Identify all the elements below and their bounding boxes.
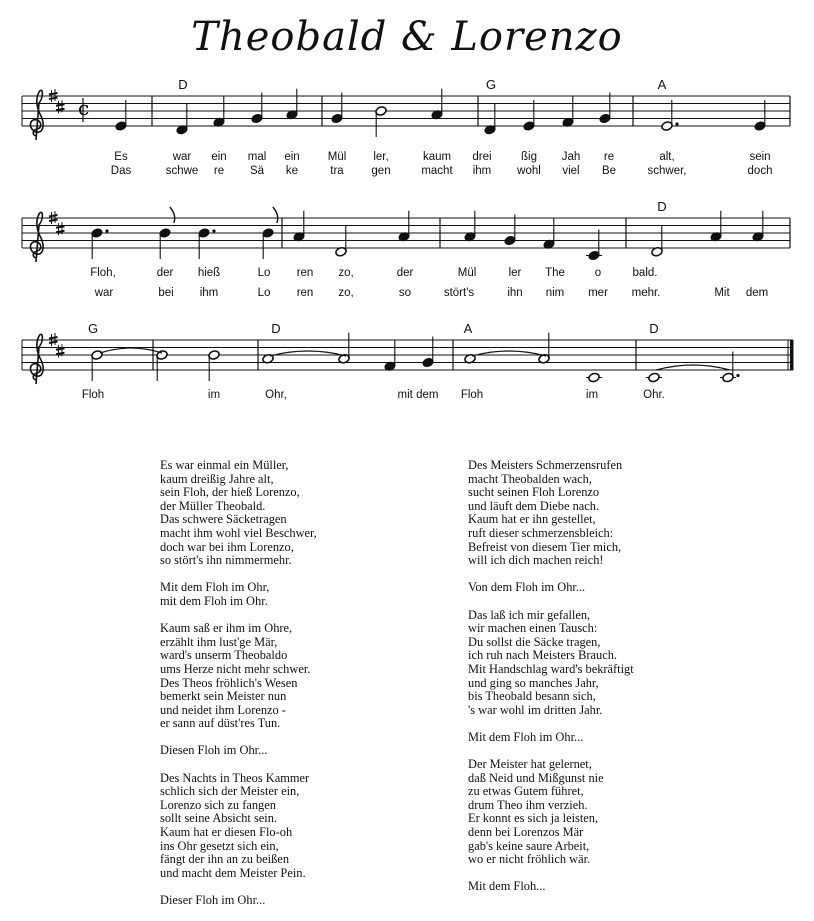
note bbox=[91, 228, 109, 259]
verse-line: ich ruh nach Meisters Brauch. bbox=[468, 648, 617, 663]
verse-line: Kaum hat er diesen Flo-oh bbox=[160, 825, 293, 840]
stanza bbox=[468, 758, 634, 867]
lyric-syllable: Lo bbox=[257, 287, 271, 299]
verse-line: Mit Handschlag ward's bekräftigt bbox=[468, 661, 634, 676]
stanza bbox=[468, 581, 634, 595]
lyric-syllable: kaum bbox=[422, 151, 452, 163]
lyric-syllable: doch bbox=[747, 165, 773, 177]
lyric-syllable: Mül bbox=[457, 267, 477, 279]
note bbox=[651, 226, 663, 257]
verse-line: Es war einmal ein Müller, bbox=[160, 458, 289, 472]
lyric-syllable: ihm bbox=[199, 287, 219, 299]
note bbox=[710, 211, 722, 242]
lyric-syllable: ein bbox=[284, 151, 300, 163]
lyric-syllable: sein bbox=[749, 151, 771, 163]
note bbox=[538, 333, 550, 364]
verse-line: Das laß ich mir gefallen, bbox=[468, 607, 591, 622]
verse-line: und macht dem Meister Pein. bbox=[160, 865, 306, 880]
verse-line: Diesen Floh im Ohr... bbox=[160, 743, 268, 758]
verse-line: mit dem Floh im Ohr. bbox=[160, 593, 268, 608]
note bbox=[293, 211, 305, 242]
note bbox=[91, 350, 103, 381]
treble-clef-icon bbox=[30, 334, 43, 384]
lyric-syllable: bald. bbox=[632, 267, 658, 279]
chord-symbol: G bbox=[87, 321, 99, 336]
verse-line: zu etwas Gutem führet, bbox=[468, 784, 584, 799]
verse-line: doch war bei ihm Lorenzo, bbox=[160, 539, 294, 554]
lyric-syllable: dem bbox=[745, 287, 769, 299]
dot bbox=[736, 374, 739, 377]
lyric-syllable: im bbox=[207, 389, 221, 401]
lyric-syllable: The bbox=[545, 267, 565, 279]
lyric-syllable: Das bbox=[110, 165, 132, 177]
note bbox=[176, 104, 188, 135]
note bbox=[286, 89, 298, 120]
verse-line: sucht seinen Floh Lorenzo bbox=[468, 485, 600, 500]
lyric-syllable: ren bbox=[296, 287, 314, 299]
lyric-syllable: mit dem bbox=[397, 389, 439, 401]
lyric-syllable: bei bbox=[158, 287, 174, 299]
lyric-syllable: stört's bbox=[443, 287, 475, 299]
note bbox=[213, 96, 225, 127]
lyric-syllable: mer bbox=[588, 287, 608, 299]
verse-line: 's war wohl im dritten Jahr. bbox=[468, 702, 603, 717]
verse-line: er sann auf düst'res Tun. bbox=[160, 716, 281, 731]
verse-line: Befreist von diesem Tier mich, bbox=[468, 539, 622, 554]
note bbox=[384, 340, 396, 371]
note bbox=[464, 211, 476, 242]
chord-symbol: D bbox=[649, 321, 659, 336]
lyric-syllable: war bbox=[172, 151, 192, 163]
lyric-syllable: schwer, bbox=[647, 165, 687, 177]
verse-line: kaum dreißig Jahre alt, bbox=[160, 471, 274, 486]
verse-line: Dieser Floh im Ohr... bbox=[160, 893, 266, 907]
music-system-3 bbox=[22, 321, 794, 401]
notehead bbox=[648, 372, 660, 383]
lyric-syllable: der bbox=[156, 267, 174, 279]
verse-line: so stört's ihn nimmermehr. bbox=[160, 553, 292, 568]
dot bbox=[675, 122, 678, 125]
verse-line: Mit dem Floh... bbox=[468, 879, 546, 894]
lyric-syllable: drei bbox=[472, 151, 492, 163]
lyric-syllable: Es bbox=[114, 151, 128, 163]
lyric-syllable: im bbox=[585, 389, 599, 401]
verse-line: gab's keine saure Arbeit, bbox=[468, 838, 590, 853]
verse-line: sein Floh, der hieß Lorenzo, bbox=[160, 485, 300, 500]
music-system-2 bbox=[22, 199, 790, 299]
lyric-syllable: mal bbox=[247, 151, 267, 163]
verse-line: Des Nachts in Theos Kammer bbox=[160, 770, 310, 785]
treble-clef-icon bbox=[30, 90, 43, 140]
stanza bbox=[468, 459, 634, 568]
dot bbox=[105, 229, 108, 232]
lyric-syllable: zo, bbox=[338, 287, 354, 299]
lyric-syllable: ler, bbox=[373, 151, 389, 163]
time-signature-common-icon: c bbox=[78, 96, 90, 120]
stanza bbox=[160, 744, 317, 758]
chord-symbol: A bbox=[463, 321, 473, 336]
lyric-syllable: gen bbox=[371, 165, 391, 177]
verse-line: Von dem Floh im Ohr... bbox=[468, 580, 586, 595]
final-barline-thick bbox=[790, 340, 794, 370]
note bbox=[543, 218, 555, 249]
verse-line: Des Theos fröhlich's Wesen bbox=[160, 675, 298, 690]
verse-line: daß Neid und Mißgunst nie bbox=[468, 770, 604, 785]
verse-line: Lorenzo sich zu fangen bbox=[160, 797, 276, 812]
verse-line: ins Ohr gesetzt sich ein, bbox=[160, 838, 279, 853]
verse-line: und ging so manches Jahr, bbox=[468, 675, 599, 690]
lyric-syllable: Be bbox=[601, 165, 617, 177]
verse-line: ward's unserm Theobaldo bbox=[160, 648, 288, 663]
note bbox=[335, 226, 347, 257]
verse-line: der Müller Theobald. bbox=[160, 498, 266, 513]
verse-line: Des Meisters Schmerzensrufen bbox=[468, 458, 623, 472]
verse-line: Mit dem Floh im Ohr, bbox=[160, 580, 270, 595]
sheet-music bbox=[0, 0, 814, 430]
lyric-syllable: ler bbox=[508, 267, 522, 279]
note bbox=[115, 100, 127, 131]
stanza bbox=[468, 731, 634, 745]
note bbox=[208, 350, 220, 381]
note bbox=[422, 337, 434, 368]
lyric-syllable: macht bbox=[421, 165, 453, 177]
lyric-syllable: Floh, bbox=[90, 267, 116, 279]
flag bbox=[273, 207, 278, 223]
note bbox=[198, 228, 216, 259]
note bbox=[720, 352, 740, 383]
lyric-syllable: war bbox=[94, 287, 114, 299]
lyric-syllable: Ohr. bbox=[643, 389, 665, 401]
verse-line: wo er nicht fröhlich wär. bbox=[468, 852, 591, 867]
lyric-syllable: nim bbox=[545, 287, 565, 299]
verse-line: schlich sich der Meister ein, bbox=[160, 784, 300, 799]
stanza bbox=[160, 459, 317, 568]
chord-symbol: A bbox=[657, 77, 667, 92]
lyric-syllable: Mit bbox=[714, 287, 730, 299]
lyric-syllable: hieß bbox=[197, 267, 221, 279]
lyric-syllable: alt, bbox=[659, 151, 675, 163]
lyric-syllable: ren bbox=[296, 267, 314, 279]
verse-line: Kaum hat er ihn gestellet, bbox=[468, 512, 596, 527]
verse-line: denn bei Lorenzos Mär bbox=[468, 825, 584, 840]
note bbox=[251, 93, 263, 124]
stanza bbox=[160, 622, 317, 731]
note bbox=[523, 100, 535, 131]
chord-symbol: G bbox=[485, 77, 497, 92]
verses-right-column bbox=[468, 459, 634, 908]
verse-line: ruft dieser schmerzensbleich: bbox=[468, 525, 614, 540]
verse-line: erzählt ihm lust'ge Mär, bbox=[160, 634, 278, 649]
verse-line: wir machen einen Tausch: bbox=[468, 621, 598, 636]
tie bbox=[656, 365, 730, 370]
verse-line: Er konnt es sich ja leisten, bbox=[468, 811, 599, 826]
lyric-syllable: Lo bbox=[257, 267, 271, 279]
note bbox=[338, 333, 350, 364]
lyric-syllable: Floh bbox=[460, 389, 484, 401]
dot bbox=[212, 229, 215, 232]
lyric-syllable: ihn bbox=[507, 287, 523, 299]
note bbox=[331, 93, 343, 124]
note bbox=[661, 100, 679, 131]
verse-line: und läuft dem Diebe nach. bbox=[468, 498, 600, 513]
flag bbox=[170, 207, 175, 223]
notehead bbox=[588, 372, 600, 383]
verse-line: macht Theobalden wach, bbox=[468, 471, 592, 486]
lyric-syllable: re bbox=[603, 151, 615, 163]
lyric-syllable: Sä bbox=[249, 165, 265, 177]
verse-line: bis Theobald besann sich, bbox=[468, 689, 596, 704]
verse-line: Das schwere Säcketragen bbox=[160, 512, 287, 527]
verse-line: Kaum saß er ihm im Ohre, bbox=[160, 621, 293, 636]
lyric-syllable: ke bbox=[285, 165, 299, 177]
lyric-syllable: der bbox=[396, 267, 414, 279]
treble-clef-icon bbox=[30, 212, 43, 262]
note bbox=[586, 372, 602, 383]
note bbox=[398, 211, 410, 242]
lyric-syllable: schwe bbox=[165, 165, 199, 177]
note bbox=[484, 104, 496, 135]
stanza bbox=[160, 894, 317, 908]
note bbox=[586, 230, 602, 261]
note bbox=[646, 372, 662, 383]
verse-line: Mit dem Floh im Ohr... bbox=[468, 729, 584, 744]
verse-line: und neidet ihm Lorenzo - bbox=[160, 702, 286, 717]
lyric-syllable: Ohr, bbox=[265, 389, 287, 401]
verse-line: ums Herze nicht mehr schwer. bbox=[160, 661, 311, 676]
music-system-1 bbox=[22, 77, 790, 177]
lyric-syllable: ßig bbox=[521, 151, 537, 163]
lyric-syllable: wohl bbox=[517, 165, 541, 177]
verse-line: macht ihm wohl viel Beschwer, bbox=[160, 525, 317, 540]
verse-line: bemerkt sein Meister nun bbox=[160, 689, 287, 704]
chord-symbol: D bbox=[271, 321, 281, 336]
verse-line: fängt der ihn an zu beißen bbox=[160, 852, 290, 867]
chord-symbol: D bbox=[657, 199, 667, 214]
song-title: Theobald & Lorenzo bbox=[191, 14, 623, 60]
note bbox=[156, 350, 168, 381]
verse-line: drum Theo ihm verzieh. bbox=[468, 797, 588, 812]
note bbox=[599, 93, 611, 124]
lyric-syllable: Jah bbox=[561, 151, 581, 163]
note bbox=[752, 211, 764, 242]
note bbox=[504, 215, 516, 246]
stanza bbox=[160, 581, 317, 608]
verse-line: Du sollst die Säcke tragen, bbox=[468, 634, 601, 649]
stanza bbox=[160, 772, 317, 881]
lyric-syllable: o bbox=[594, 267, 602, 279]
lyric-syllable: Mül bbox=[327, 151, 347, 163]
verse-line: Der Meister hat gelernet, bbox=[468, 757, 592, 772]
lyric-syllable: ein bbox=[211, 151, 227, 163]
chord-symbol: D bbox=[178, 77, 188, 92]
lyric-syllable: tra bbox=[330, 165, 344, 177]
stanza bbox=[468, 609, 634, 718]
verses-left-column bbox=[160, 459, 317, 921]
note bbox=[375, 106, 387, 137]
lyric-syllable: Floh bbox=[81, 389, 105, 401]
verse-line: sollt seine Absicht sein. bbox=[160, 811, 278, 826]
lyric-syllable: re bbox=[213, 165, 225, 177]
lyric-syllable: so bbox=[398, 287, 412, 299]
note bbox=[754, 100, 766, 131]
verse-line: will ich dich machen reich! bbox=[468, 553, 604, 568]
lyric-syllable: viel bbox=[562, 165, 580, 177]
stanza bbox=[468, 880, 634, 894]
note bbox=[431, 89, 443, 120]
lyric-syllable: zo, bbox=[338, 267, 354, 279]
note bbox=[562, 96, 574, 127]
lyric-syllable: mehr. bbox=[631, 287, 661, 299]
lyric-syllable: ihm bbox=[472, 165, 492, 177]
